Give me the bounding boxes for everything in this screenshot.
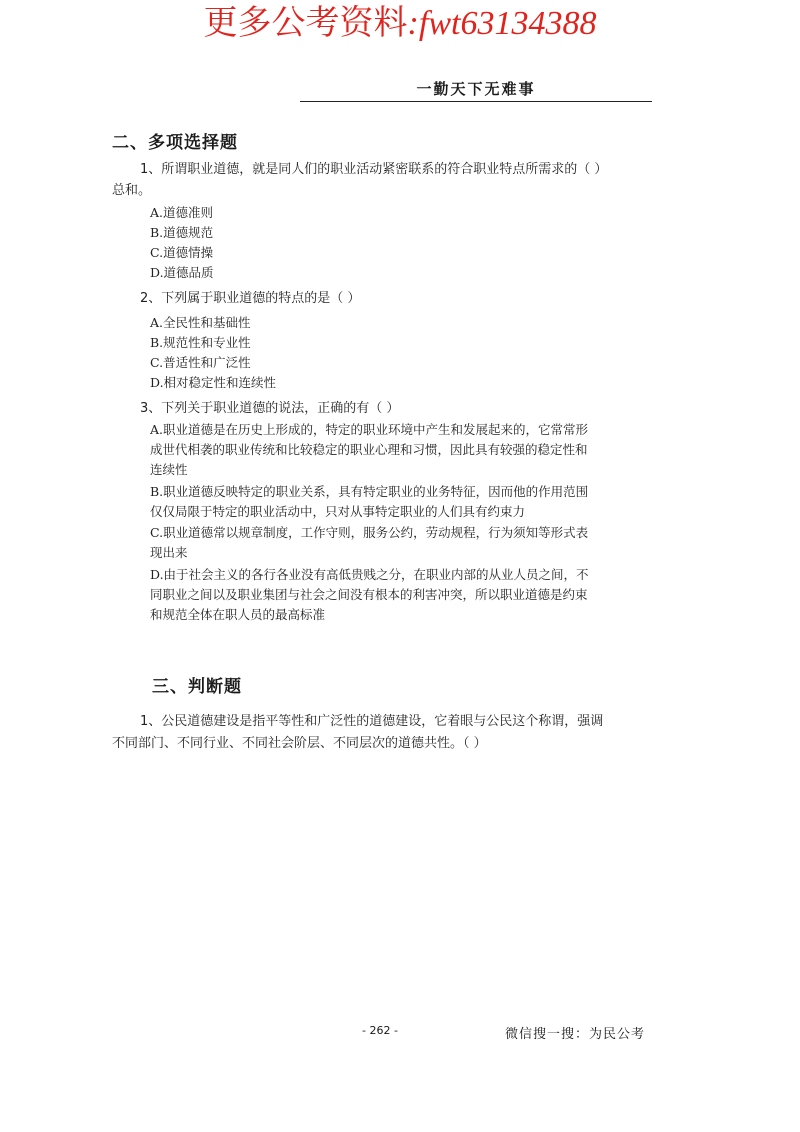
promo-banner-contact: :fwt63134388 [407,5,597,42]
question-3-stem: 3、下列关于职业道德的说法，正确的有（ ） [140,401,400,416]
running-header-motto: 一勤天下无难事 [416,80,536,98]
judgement-question-1-cont: 不同部门、不同行业、不同社会阶层、不同层次的道德共性。（ ） [112,736,487,751]
section-title-true-false: 三、判断题 [152,677,242,697]
question-3-option-a-line2: 成世代相袭的职业传统和比较稳定的职业心理和习惯，因此具有较强的稳定性和 [150,442,588,457]
question-1-option-a: A.道德准则 [150,205,214,220]
question-2-option-d: D.相对稳定性和连续性 [150,375,277,390]
question-3-option-c-line2: 现出来 [150,545,188,560]
question-1-stem-cont: 总和。 [112,183,152,198]
question-3-option-a-line3: 连续性 [150,462,188,477]
wechat-footer: 微信搜一搜：为民公考 [505,1027,646,1042]
question-3-option-d-line3: 和规范全体在职人员的最高标准 [150,607,326,622]
question-3-option-b-line2: 仅仅局限于特定的职业活动中，只对从事特定职业的人们具有约束力 [150,504,526,519]
question-2-option-a: A.全民性和基础性 [150,315,251,330]
question-2-option-c: C.普适性和广泛性 [150,355,251,370]
page-number: - 262 - [362,1024,398,1037]
question-2-option-b: B.规范性和专业性 [150,335,251,350]
question-1-option-c: C.道德情操 [150,245,214,260]
header-rule [300,101,652,102]
question-1-stem: 1、所谓职业道德，就是同人们的职业活动紧密联系的符合职业特点所需求的（ ） [140,162,608,177]
judgement-question-1: 1、公民道德建设是指平等性和广泛性的道德建设，它着眼与公民这个称谓，强调 [140,714,604,729]
promo-banner [0,4,800,44]
question-1-option-d: D.道德品质 [150,265,214,280]
question-3-option-d-line2: 同职业之间以及职业集团与社会之间没有根本的利害冲突，所以职业道德是约束 [150,587,588,602]
question-3-option-b-line1: B.职业道德反映特定的职业关系，具有特定职业的业务特征，因而他的作用范围 [150,484,589,499]
promo-banner-cn: 更多公考资料 [203,5,408,42]
question-3-option-c-line1: C.职业道德常以规章制度，工作守则，服务公约，劳动规程，行为须知等形式表 [150,525,589,540]
section-title-multiple-choice: 二、多项选择题 [112,133,238,153]
question-1-option-b: B.道德规范 [150,225,214,240]
bleed-through-text: ​ [519,760,521,771]
question-3-option-d-line1: D.由于社会主义的各行各业没有高低贵贱之分，在职业内部的从业人员之间，不 [150,567,589,582]
question-2-stem: 2、下列属于职业道德的特点的是（ ） [140,291,361,306]
question-3-option-a-line1: A.职业道德是在历史上形成的，特定的职业环境中产生和发展起来的，它常常形 [150,422,589,437]
